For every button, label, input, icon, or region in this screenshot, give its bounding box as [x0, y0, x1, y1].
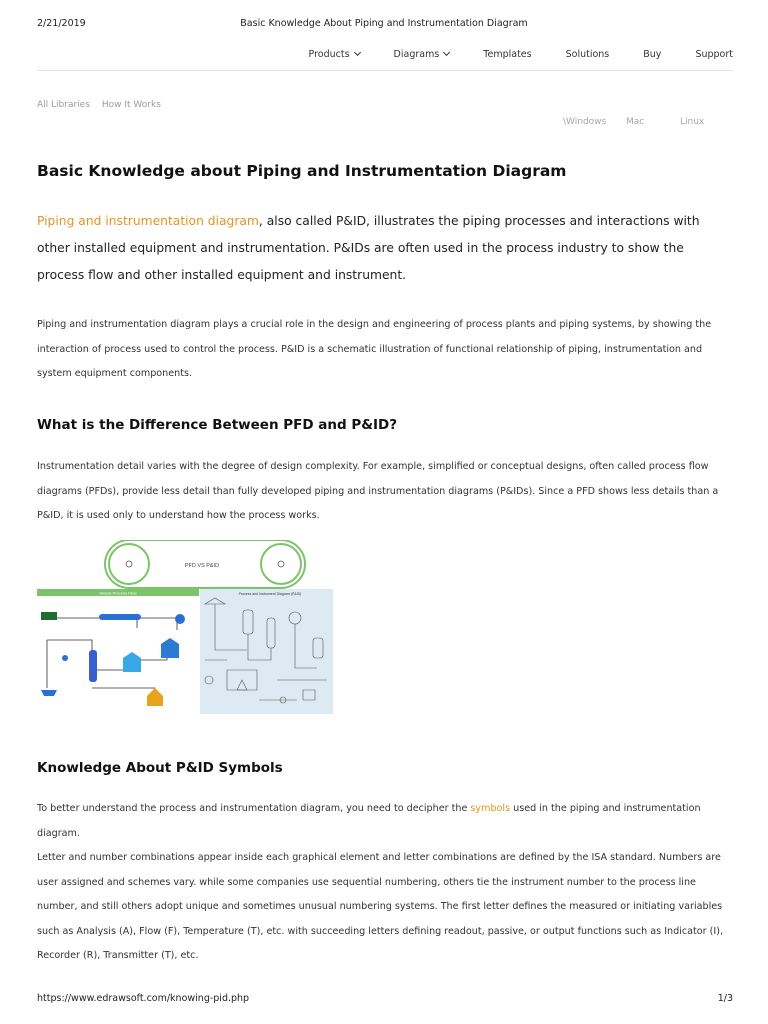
page-title: Basic Knowledge about Piping and Instrumentation Diagram [37, 162, 567, 180]
pfd-vs-pid-figure [37, 540, 333, 714]
nav-templates[interactable] [483, 46, 531, 62]
linux-link[interactable]: Linux [680, 117, 705, 127]
print-title: Basic Knowledge About Piping and Instrumentation Diagram [240, 18, 528, 29]
how-it-works-link[interactable]: How It Works [101, 100, 161, 110]
nav-support[interactable] [695, 46, 733, 62]
pid-title: Process and Instrument Diagram (P&ID) [238, 592, 302, 596]
symbols-text-after: used in the piping and instrumentation diagram. [37, 803, 701, 839]
symbols-text-before: To better understand the process and instrumentation diagram, you need to decipher the [37, 803, 471, 814]
nav-solutions-label: Solutions [565, 48, 610, 60]
print-footer [0, 993, 768, 1005]
nav-diagrams[interactable] [394, 46, 450, 62]
chevron-down-icon [354, 49, 361, 56]
intro-paragraph [37, 208, 727, 289]
intro-text: , also called P&ID, illustrates the piping processes and interactions with other installed equipment and instrumentation. P&IDs are often used in the process industry to show the process flow and other installed equipment and instrument. [37, 214, 700, 282]
difference-heading: What is the Difference Between PFD and P&ID? [37, 417, 398, 433]
nav-products[interactable] [309, 46, 360, 62]
nav-templates-label: Templates [483, 48, 532, 60]
left-banner-label: Simple Process Flow [99, 590, 137, 596]
simple-process-flow-diagram [37, 589, 199, 714]
nav-divider [37, 70, 733, 71]
chevron-down-icon [443, 49, 450, 56]
nav-solutions[interactable] [566, 46, 610, 62]
symbols-text [37, 797, 727, 969]
nav-buy-label: Buy [643, 48, 662, 60]
pid-diagram-link[interactable]: Piping and instrumentation diagram [37, 214, 259, 228]
print-header [0, 18, 768, 32]
symbols-paragraph [37, 797, 727, 846]
sub-navigation [37, 100, 161, 110]
role-paragraph: Piping and instrumentation diagram plays a crucial role in the design and engineering of process plants and piping systems, by showing the interaction of process used to control the process. P&ID is a schematic illustration of functional relationship of piping, instrumentation and system equipment components. [37, 319, 712, 379]
nav-buy[interactable] [643, 46, 661, 62]
difference-paragraph: Instrumentation detail varies with the degree of design complexity. For example, simplified or conceptual designs, often called process flow diagrams (PFDs), provide less detail than fully developed piping and instrumentation diagrams (P&IDs). Since a PFD shows less details than a P&ID, it is used only to understand how the process works. [37, 461, 719, 521]
footer-page-number: 1/3 [717, 993, 733, 1004]
top-navigation [275, 46, 733, 62]
nav-diagrams-label: Diagrams [393, 48, 440, 60]
nav-products-label: Products [308, 48, 350, 60]
belt-label: PFD VS P&ID [184, 563, 220, 569]
all-libraries-link[interactable]: All Libraries [37, 100, 90, 110]
belt-graphic [105, 540, 305, 588]
symbols-link[interactable]: symbols [470, 803, 511, 814]
pid-diagram [200, 589, 333, 714]
print-date: 2/21/2019 [37, 18, 86, 29]
nav-support-label: Support [695, 48, 733, 60]
letter-number-paragraph: Letter and number combinations appear inside each graphical element and letter combinations are defined by the ISA standard. Numbers are user assigned and schemes vary. while some companies use sequential numbering, others tie the instrument number to the process line number, and still others adopt unique and sometimes unusual numbering systems. The first letter defines the measured or initiating variables such as Analysis (A), Flow (F), Temperature (T), etc. with succeeding letters defining readout, passive, or output functions such as Indicator (I), Recorder (R), Transmitter (T), etc. [37, 852, 724, 961]
footer-url: https://www.edrawsoft.com/knowing-pid.php [37, 993, 250, 1004]
windows-link[interactable]: \Windows [563, 117, 607, 127]
mac-link[interactable]: Mac [626, 117, 645, 127]
symbols-heading: Knowledge About P&ID Symbols [37, 760, 283, 776]
